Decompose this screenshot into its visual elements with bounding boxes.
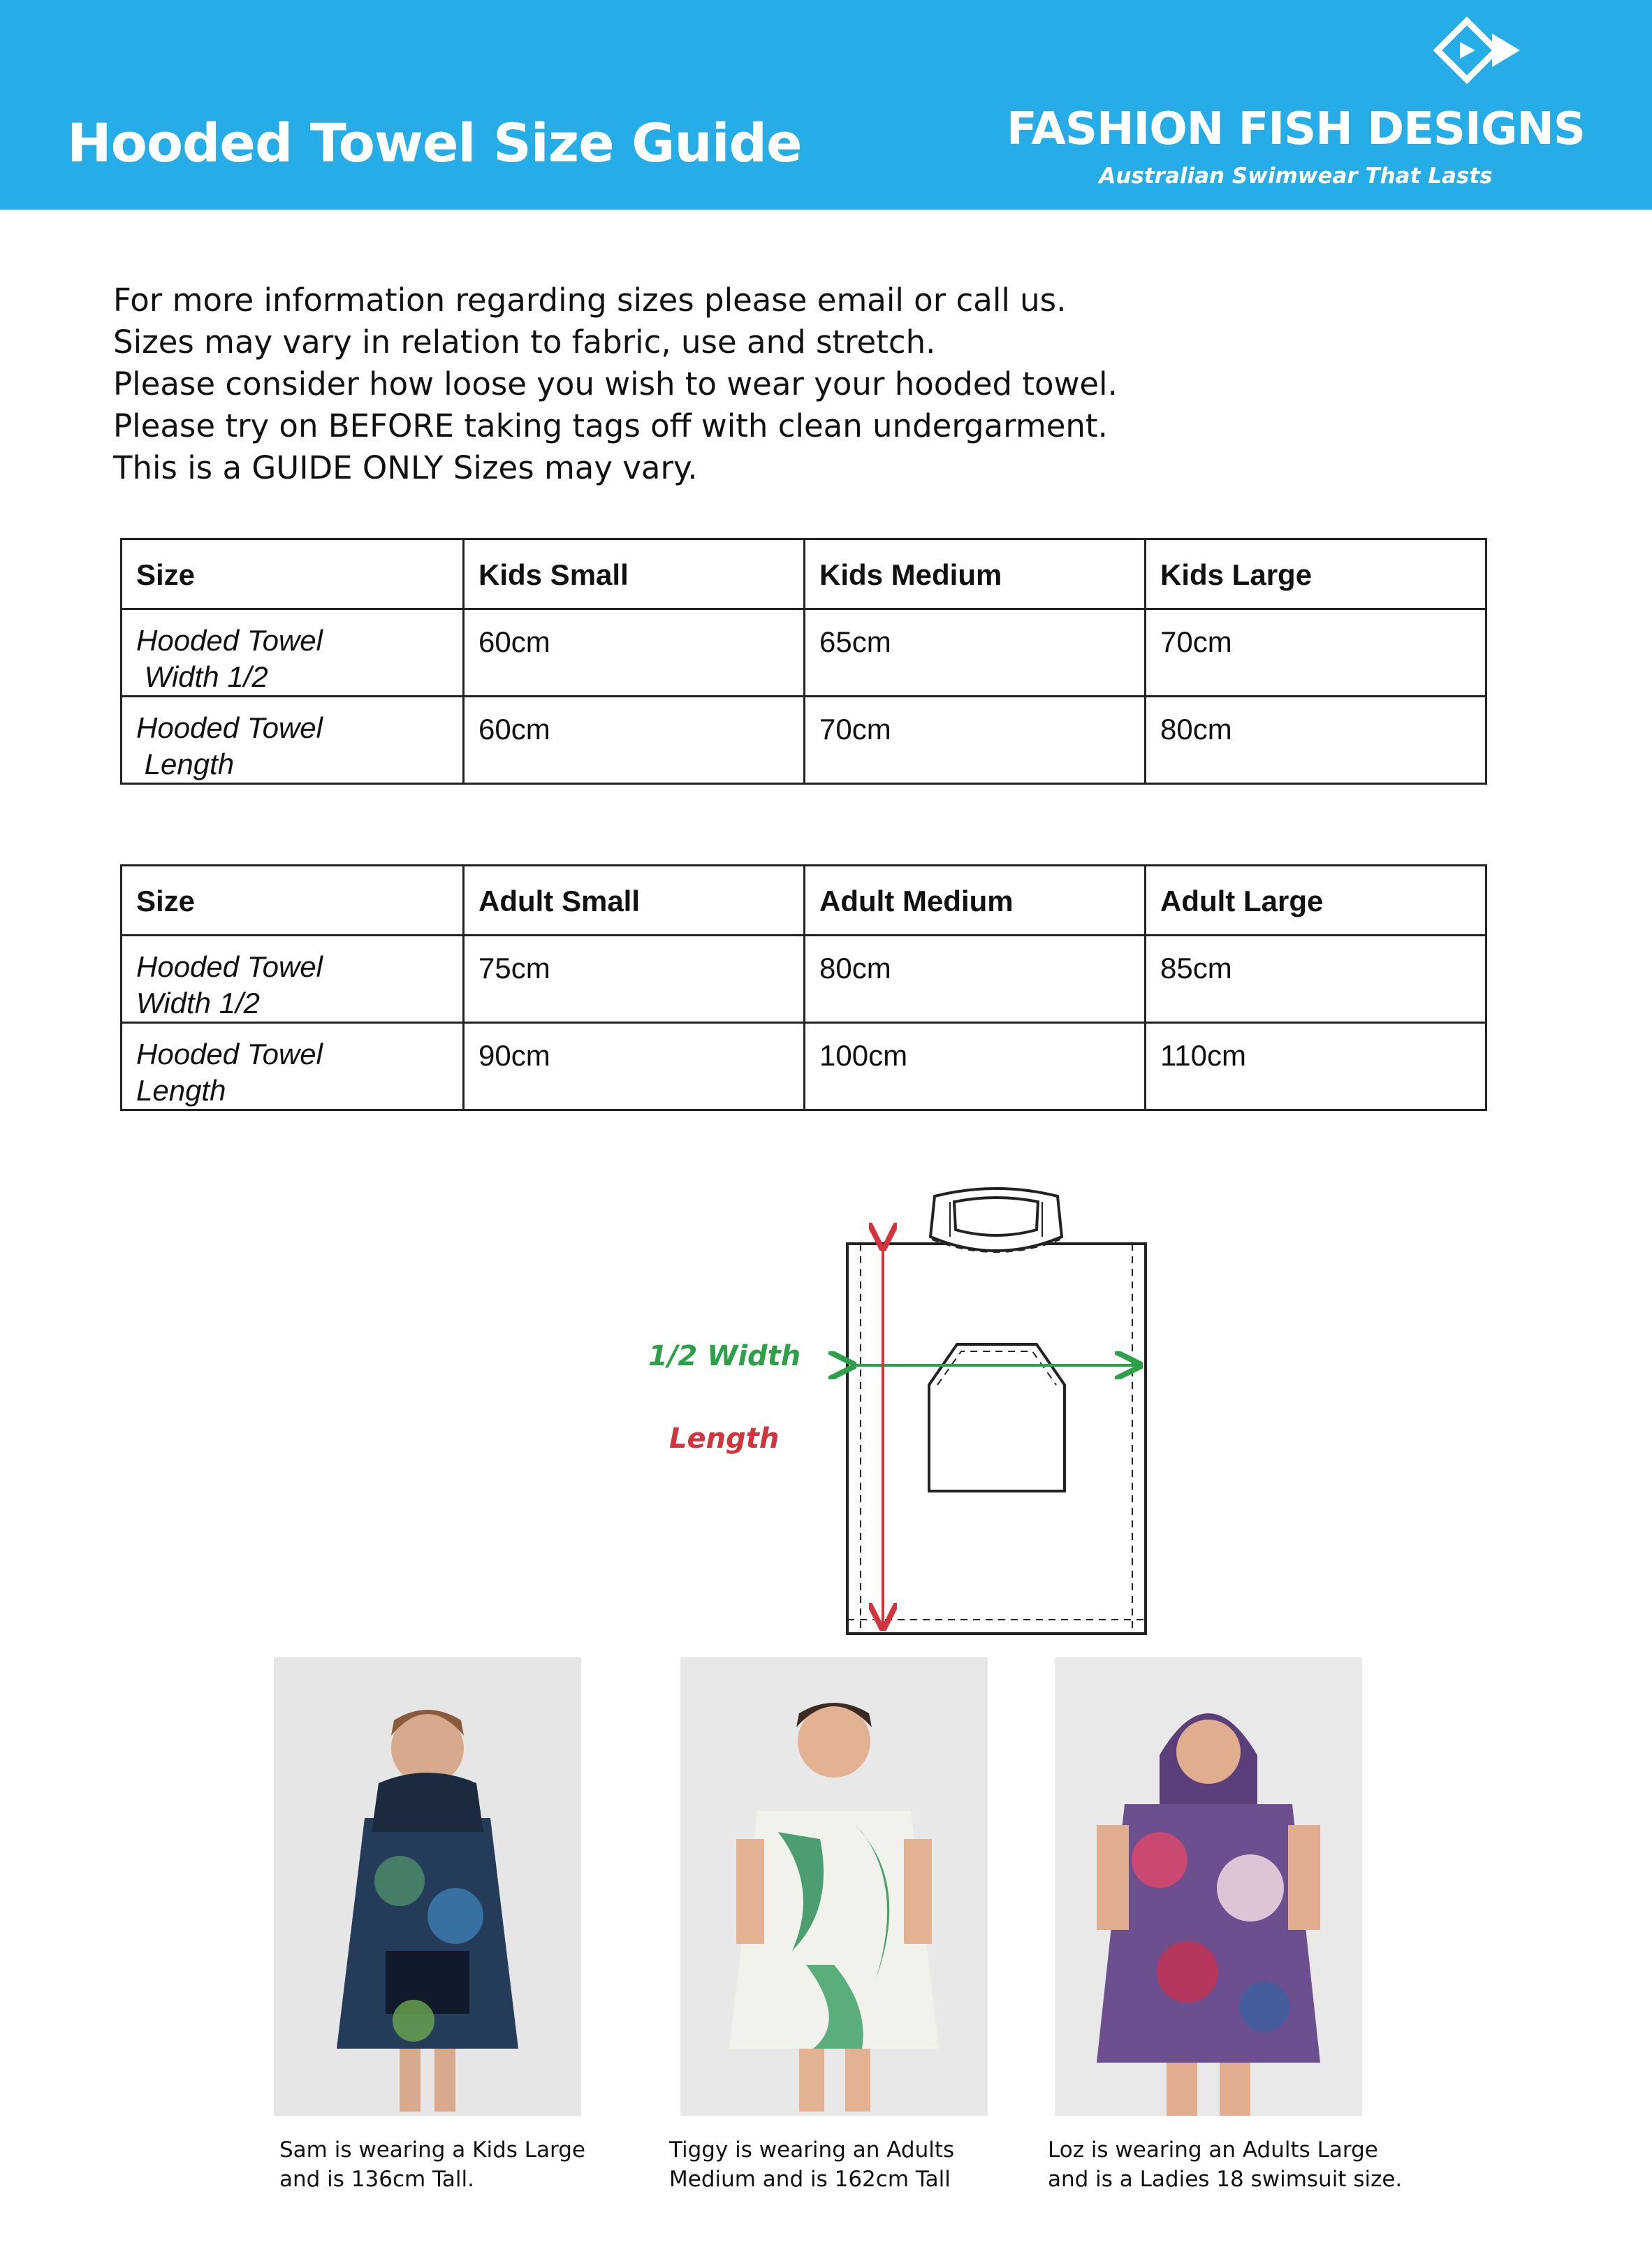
table-cell: 70cm [1146, 609, 1486, 697]
header-cell: Kids Large [1146, 539, 1486, 609]
page-title: Hooded Towel Size Guide [67, 112, 802, 174]
table-cell: 80cm [1146, 697, 1486, 784]
table-cell: 80cm [805, 936, 1146, 1023]
header-cell: Adult Small [464, 866, 805, 936]
photo-caption: Tiggy is wearing an Adults Medium and is 162cm Tall [669, 2137, 955, 2192]
brand-tagline: Australian Swimwear That Lasts [1099, 164, 1493, 189]
table-cell: 60cm [464, 697, 805, 784]
photo-tiggy [680, 1657, 988, 2116]
row-label: Hooded Towel Length [122, 1023, 464, 1110]
length-label: Length [669, 1423, 780, 1455]
towel-outline [847, 1189, 1146, 1634]
header-cell: Size [122, 866, 464, 936]
table-cell: 100cm [805, 1023, 1146, 1110]
model-kids-large-image [274, 1657, 581, 2116]
table-cell: 70cm [805, 697, 1146, 784]
intro-line: For more information regarding sizes please email or call us. [113, 282, 1067, 319]
table-cell: 60cm [464, 609, 805, 697]
model-adult-large-image [1055, 1657, 1362, 2116]
intro-line: Sizes may vary in relation to fabric, use and stretch. [113, 324, 936, 361]
header-cell: Adult Medium [805, 866, 1146, 936]
row-label: Hooded Towel Length [122, 697, 464, 784]
row-label: Hooded Towel Width 1/2 [122, 936, 464, 1023]
header-cell: Kids Medium [805, 539, 1146, 609]
photo-caption: Loz is wearing an Adults Large and is a Ladies 18 swimsuit size. [1048, 2137, 1403, 2192]
intro-line: Please try on BEFORE taking tags off with clean undergarment. [113, 407, 1108, 444]
photo-caption: Sam is wearing a Kids Large and is 136cm Tall. [279, 2137, 585, 2192]
photo-loz [1055, 1657, 1362, 2116]
intro-line: This is a GUIDE ONLY Sizes may vary. [113, 449, 698, 486]
header-cell: Kids Small [464, 539, 805, 609]
table-cell: 110cm [1146, 1023, 1486, 1110]
table-cell: 75cm [464, 936, 805, 1023]
header-cell: Size [122, 539, 464, 609]
brand-name: FASHION FISH DESIGNS [1006, 103, 1585, 155]
model-adult-medium-image [680, 1657, 988, 2116]
intro-line: Please consider how loose you wish to wear your hooded towel. [113, 365, 1118, 402]
row-label: Hooded Towel Width 1/2 [122, 609, 464, 697]
table-cell: 85cm [1146, 936, 1486, 1023]
width-label: 1/2 Width [648, 1340, 801, 1372]
table-cell: 90cm [464, 1023, 805, 1110]
table-cell: 65cm [805, 609, 1146, 697]
header-cell: Adult Large [1146, 866, 1486, 936]
photo-sam [274, 1657, 581, 2116]
